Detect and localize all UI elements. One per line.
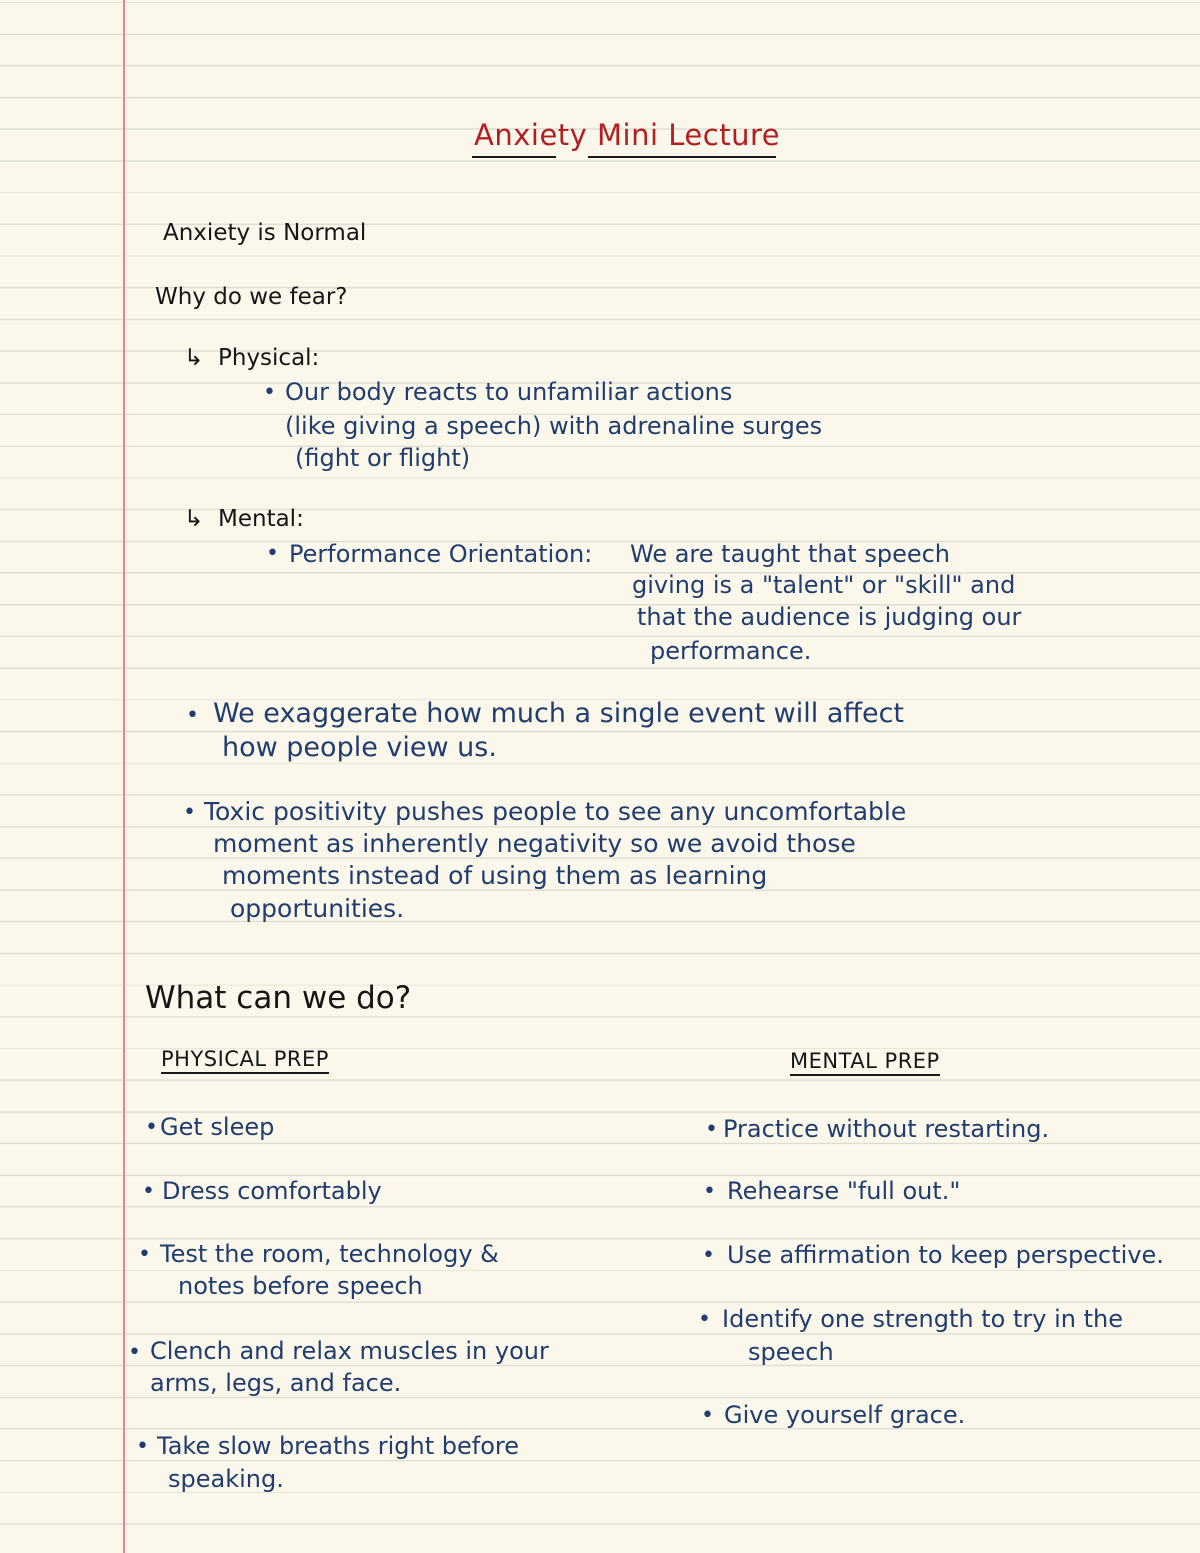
bullet-icon: • bbox=[702, 1243, 715, 1268]
mental-prep-item-4b: speech bbox=[748, 1338, 834, 1366]
page-title: Anxiety Mini Lecture bbox=[474, 118, 781, 152]
bullet-icon: • bbox=[183, 800, 196, 825]
bullet-icon: • bbox=[142, 1179, 155, 1204]
mental-line-4: performance. bbox=[650, 637, 812, 665]
mental-prep-heading: MENTAL PREP bbox=[790, 1049, 940, 1076]
mental-prep-item-4a: Identify one strength to try in the bbox=[722, 1305, 1123, 1333]
physical-line-3: (fight or flight) bbox=[295, 444, 471, 472]
title-underline-2 bbox=[588, 156, 776, 158]
physical-prep-item-5b: speaking. bbox=[168, 1465, 284, 1493]
mental-line-3: that the audience is judging our bbox=[637, 603, 1022, 631]
physical-label: Physical: bbox=[218, 345, 320, 371]
toxic-line-2: moment as inherently negativity so we avoid those bbox=[213, 829, 856, 858]
title-underline-1 bbox=[472, 156, 556, 158]
bullet-icon: • bbox=[138, 1242, 151, 1267]
toxic-line-3: moments instead of using them as learning bbox=[222, 861, 768, 890]
bullet-icon: • bbox=[698, 1307, 711, 1332]
bullet-icon: • bbox=[266, 541, 279, 566]
bullet-icon: • bbox=[128, 1340, 141, 1365]
toxic-line-4: opportunities. bbox=[230, 894, 405, 923]
physical-line-1: Our body reacts to unfamiliar actions bbox=[285, 378, 733, 406]
physical-prep-heading: PHYSICAL PREP bbox=[161, 1047, 329, 1074]
mental-prep-item-1: Practice without restarting. bbox=[723, 1115, 1050, 1143]
toxic-line-1: Toxic positivity pushes people to see any uncomfortable bbox=[204, 797, 907, 826]
heading-what-can-we-do: What can we do? bbox=[145, 980, 412, 1016]
arrow-icon: ↳ bbox=[184, 506, 204, 532]
bullet-icon: • bbox=[701, 1403, 714, 1428]
exaggerate-line-2: how people view us. bbox=[222, 732, 497, 763]
mental-line-1: We are taught that speech bbox=[630, 540, 951, 568]
margin-line bbox=[123, 0, 125, 1553]
bullet-icon: • bbox=[186, 703, 199, 728]
physical-prep-item-4b: arms, legs, and face. bbox=[150, 1369, 402, 1397]
bullet-icon: • bbox=[263, 380, 276, 405]
physical-prep-item-3a: Test the room, technology & bbox=[160, 1240, 499, 1268]
exaggerate-line-1: We exaggerate how much a single event will affect bbox=[213, 698, 905, 729]
heading-anxiety-normal: Anxiety is Normal bbox=[163, 220, 367, 246]
performance-orientation-term: Performance Orientation: bbox=[289, 540, 593, 568]
physical-line-2: (like giving a speech) with adrenaline surges bbox=[285, 412, 823, 440]
bullet-icon: • bbox=[136, 1434, 149, 1459]
physical-prep-item-1: Get sleep bbox=[160, 1113, 275, 1141]
physical-prep-item-4a: Clench and relax muscles in your bbox=[150, 1337, 549, 1365]
bullet-icon: • bbox=[705, 1117, 718, 1142]
mental-label: Mental: bbox=[218, 506, 304, 532]
physical-prep-item-2: Dress comfortably bbox=[162, 1177, 382, 1205]
physical-prep-item-5a: Take slow breaths right before bbox=[157, 1432, 520, 1460]
arrow-icon: ↳ bbox=[184, 345, 204, 371]
bullet-icon: • bbox=[703, 1179, 716, 1204]
bullet-icon: • bbox=[145, 1115, 158, 1140]
mental-prep-item-3: Use affirmation to keep perspective. bbox=[727, 1241, 1164, 1269]
mental-prep-item-5: Give yourself grace. bbox=[724, 1401, 966, 1429]
physical-prep-item-3b: notes before speech bbox=[178, 1272, 423, 1300]
mental-line-2: giving is a "talent" or "skill" and bbox=[632, 571, 1016, 599]
mental-prep-item-2: Rehearse "full out." bbox=[727, 1177, 961, 1205]
heading-why-fear: Why do we fear? bbox=[155, 284, 348, 310]
